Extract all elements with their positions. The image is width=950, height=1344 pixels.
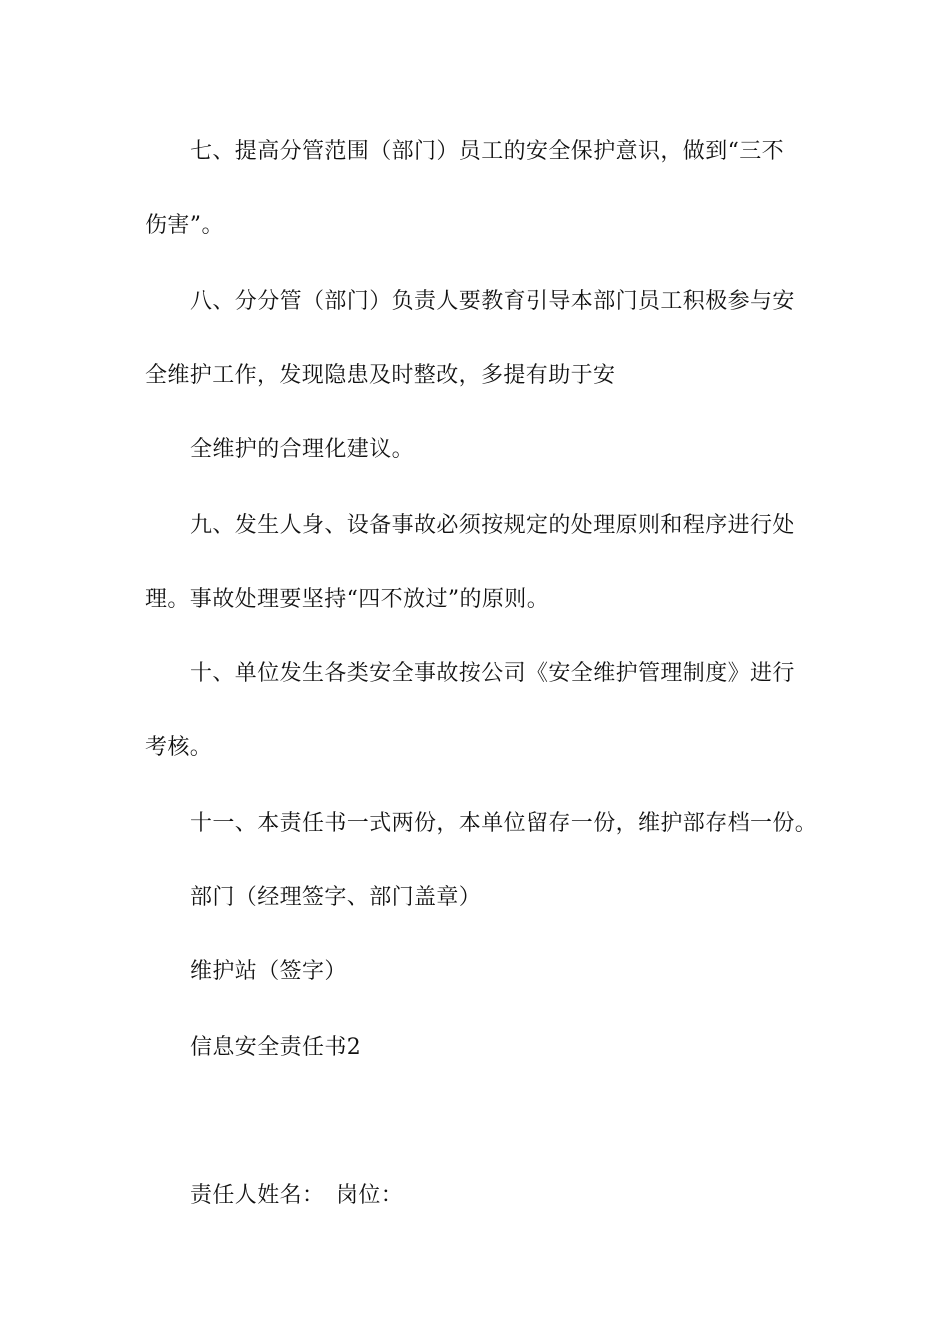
responsible-name-label: 责任人姓名： <box>190 1183 325 1208</box>
clause-10-line-1: 十、单位发生各类安全事故按公司《安全维护管理制度》进行 <box>190 661 795 686</box>
clause-9-line-1: 九、发生人身、设备事故必须按规定的处理原则和程序进行处 <box>190 513 795 538</box>
clause-9-line-2: 理。事故处理要坚持“四不放过”的原则。 <box>145 587 550 612</box>
clause-8-line-3: 全维护的合理化建议。 <box>190 437 415 462</box>
clause-10-line-2: 考核。 <box>145 735 213 760</box>
position-label: 岗位： <box>336 1183 404 1208</box>
clause-7-line-1: 七、提高分管范围（部门）员工的安全保护意识，做到“三不 <box>190 139 785 164</box>
clause-8-line-2: 全维护工作，发现隐患及时整改，多提有助于安 <box>145 363 616 388</box>
clause-7-line-2: 伤害”。 <box>145 213 224 238</box>
clause-8-line-1: 八、分分管（部门）负责人要教育引导本部门员工积极参与安 <box>190 289 795 314</box>
section-title: 信息安全责任书2 <box>190 1035 362 1060</box>
station-signature-line: 维护站（签字） <box>190 959 347 984</box>
clause-11-line: 十一、本责任书一式两份，本单位留存一份，维护部存档一份。 <box>190 811 818 836</box>
department-signature-line: 部门（经理签字、部门盖章） <box>190 885 482 910</box>
